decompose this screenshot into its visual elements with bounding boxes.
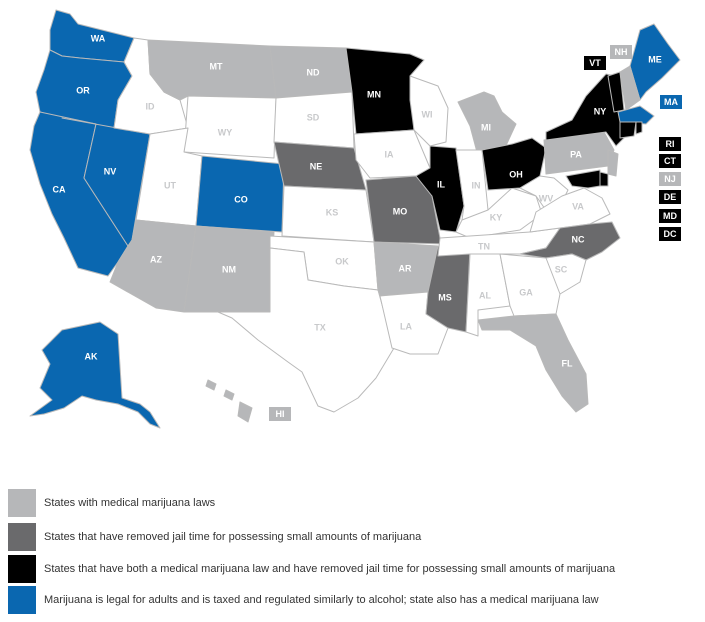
state-md xyxy=(566,170,600,188)
callout-label-de: DE xyxy=(663,191,677,202)
callout-label-ri: RI xyxy=(665,138,675,149)
state-label-va: VA xyxy=(572,201,584,212)
state-label-oh: OH xyxy=(509,169,523,180)
state-label-ok: OK xyxy=(335,256,349,267)
state-label-ky: KY xyxy=(489,212,503,223)
state-label-mi: MI xyxy=(481,122,491,133)
callout-label-vt: VT xyxy=(589,57,601,68)
legend-item-medical xyxy=(8,489,215,517)
callout-ma xyxy=(660,95,682,109)
state-label-mt: MT xyxy=(209,61,223,72)
state-label-il: IL xyxy=(437,179,445,190)
state-nj xyxy=(608,150,618,176)
legend-text-both: States that have both a medical marijuana law and have removed jail time for possessing small amounts of marijuana xyxy=(44,563,616,575)
state-label-al: AL xyxy=(479,290,491,301)
state-label-ca: CA xyxy=(52,184,66,195)
state-label-mo: MO xyxy=(392,206,408,217)
state-label-sd: SD xyxy=(306,112,320,123)
callout-nh xyxy=(610,45,632,59)
state-label-la: LA xyxy=(400,321,412,332)
callout-label-nh: NH xyxy=(614,46,628,57)
legend-item-both xyxy=(8,555,615,583)
state-label-wa: WA xyxy=(90,33,106,44)
state-hi xyxy=(206,380,252,422)
callout-dc xyxy=(659,227,681,241)
state-label-pa: PA xyxy=(570,149,582,160)
state-label-co: CO xyxy=(234,194,248,205)
callout-hi xyxy=(269,407,291,421)
callout-label-nj: NJ xyxy=(664,173,676,184)
legend-swatch-decrim xyxy=(8,523,36,551)
state-ct xyxy=(620,122,636,138)
state-label-fl: FL xyxy=(561,358,573,369)
callout-nj xyxy=(659,172,681,186)
state-label-nm: NM xyxy=(222,264,236,275)
state-label-ak: AK xyxy=(84,351,98,362)
state-label-ks: KS xyxy=(325,207,339,218)
legend-text-medical: States with medical marijuana laws xyxy=(44,497,216,509)
callout-ri xyxy=(659,137,681,151)
state-label-wi: WI xyxy=(421,109,433,120)
legend-item-legal xyxy=(8,586,599,614)
callout-label-md: MD xyxy=(663,210,677,221)
callout-ct xyxy=(659,154,681,168)
state-label-nd: ND xyxy=(306,67,320,78)
state-label-nv: NV xyxy=(103,166,117,177)
state-label-ga: GA xyxy=(519,287,533,298)
state-ri xyxy=(636,122,642,134)
state-label-tx: TX xyxy=(314,322,326,333)
state-label-ia: IA xyxy=(384,149,394,160)
state-de xyxy=(600,172,608,186)
state-label-ms: MS xyxy=(438,292,452,303)
state-label-or: OR xyxy=(76,85,90,96)
state-label-ne: NE xyxy=(309,161,323,172)
callout-label-ma: MA xyxy=(664,96,678,107)
legend-item-decrim xyxy=(8,523,421,551)
state-label-nc: NC xyxy=(571,234,585,245)
callout-label-hi: HI xyxy=(275,408,285,419)
state-label-mn: MN xyxy=(367,89,381,100)
state-label-me: ME xyxy=(648,54,662,65)
state-label-ny: NY xyxy=(593,106,607,117)
state-label-az: AZ xyxy=(150,254,162,265)
state-label-id: ID xyxy=(145,101,155,112)
legend-text-legal: Marijuana is legal for adults and is taxed and regulated similarly to alcohol; state also has a medical marijuana law xyxy=(44,594,599,606)
state-label-ut: UT xyxy=(164,180,176,191)
callout-md xyxy=(659,209,681,223)
legend-text-decrim: States that have removed jail time for possessing small amounts of marijuana xyxy=(44,531,422,543)
legend-swatch-legal xyxy=(8,586,36,614)
state-label-ar: AR xyxy=(398,263,412,274)
state-label-wy: WY xyxy=(217,127,233,138)
state-label-in: IN xyxy=(471,180,481,191)
state-ak xyxy=(30,322,160,428)
state-label-wv: WV xyxy=(538,193,554,204)
callout-label-ct: CT xyxy=(664,155,676,166)
state-label-sc: SC xyxy=(554,264,568,275)
legend-swatch-both xyxy=(8,555,36,583)
callout-vt xyxy=(584,56,606,70)
state-label-tn: TN xyxy=(478,241,490,252)
legend-swatch-medical xyxy=(8,489,36,517)
callout-de xyxy=(659,190,681,204)
callout-label-dc: DC xyxy=(663,228,677,239)
